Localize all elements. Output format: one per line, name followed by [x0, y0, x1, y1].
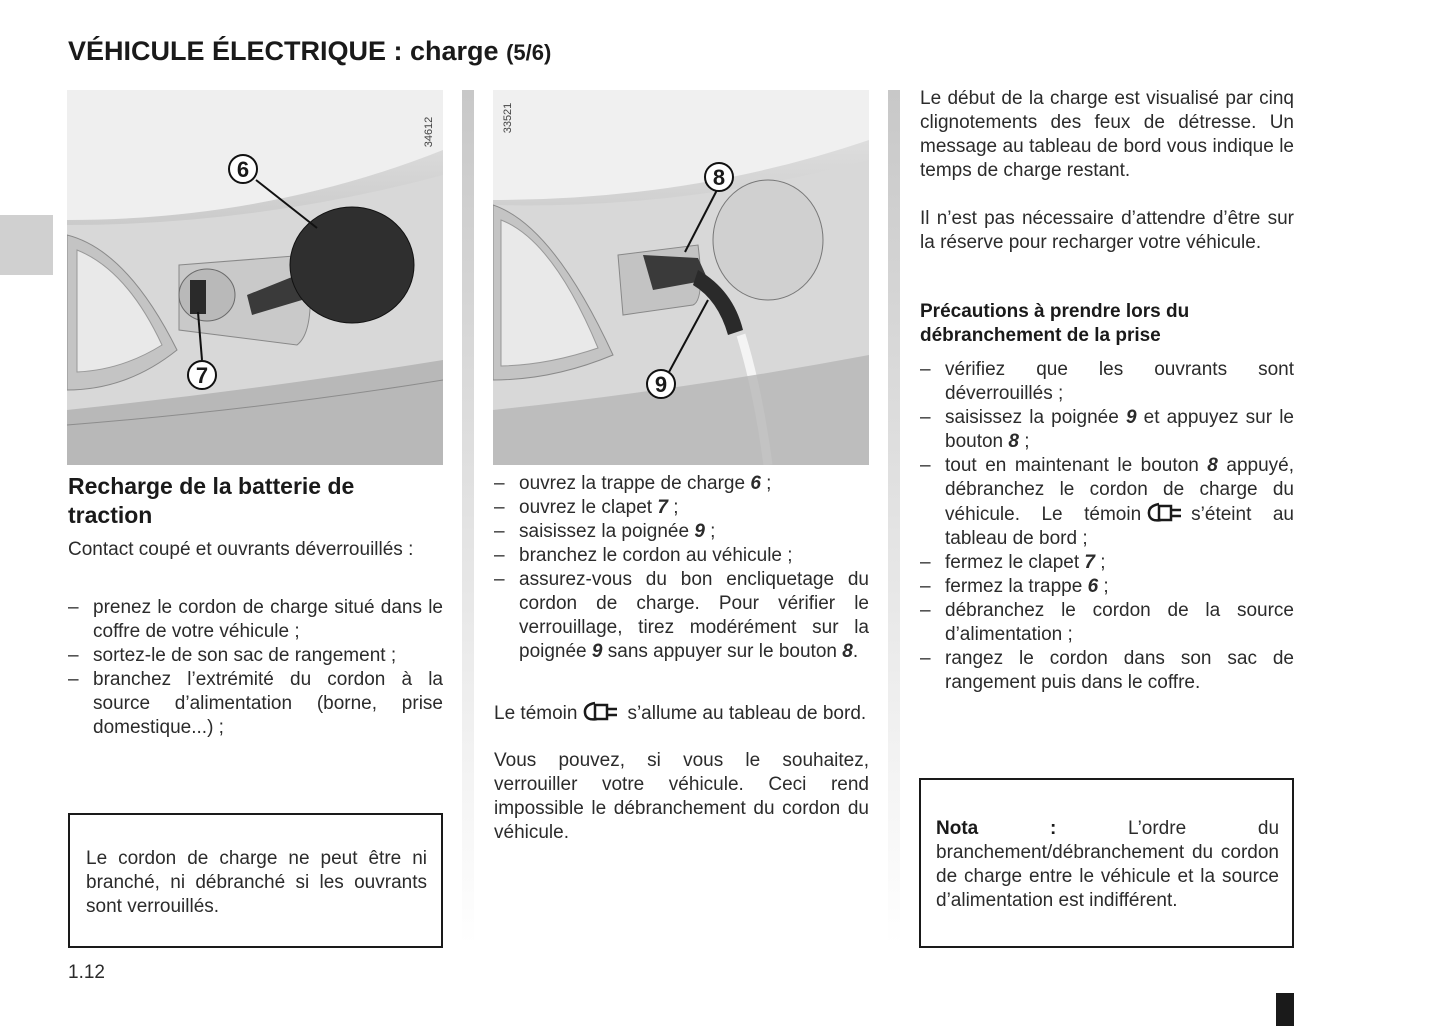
lock-paragraph: Vous pouvez, si vous le souhaitez, verrouiller votre véhicule. Ceci rend impossible le débranchement du cordon du véhicule.: [494, 750, 869, 843]
charge-plug-icon: [1145, 502, 1187, 524]
warning-text: Le cordon de charge ne peut être ni branché, ni débranché si les ouvrants sont verrouillés.: [86, 848, 427, 917]
list-item: – tout en maintenant le bouton 8 appuyé, débranchez le cordon de charge du véhicule. Le témoin s’éteint au tableau de bord ;: [920, 454, 1294, 551]
precautions-heading: Précautions à prendre lors du débranchement de la prise: [920, 301, 1190, 346]
column-separator: [888, 90, 900, 945]
list-item: – branchez le cordon au véhicule ;: [494, 544, 869, 568]
title-main: VÉHICULE ÉLECTRIQUE : charge: [68, 36, 499, 66]
list-item: – fermez la trappe 6 ;: [920, 575, 1294, 599]
car-charge-plug-illustration: [493, 90, 869, 465]
warning-box: [68, 813, 443, 948]
list-item: – vérifiez que les ouvrants sont déverrouillés ;: [920, 358, 1294, 406]
callout-8: 8: [712, 165, 726, 190]
middle-steps: [494, 472, 869, 664]
section-tab: [0, 215, 53, 275]
column-separator: [462, 90, 474, 945]
page-edge-marker: [1276, 993, 1294, 1026]
list-item: – ouvrez le clapet 7 ;: [494, 496, 869, 520]
figure-charge-plug: [493, 90, 869, 465]
left-steps: [68, 596, 443, 740]
callout-6: 6: [236, 157, 250, 182]
list-item: – assurez-vous du bon encliquetage du cordon de charge. Pour vérifier le verrouillage, tirez modérément sur la poignée 9 sans appuyer sur le bouton 8.: [494, 568, 869, 664]
nota-box: [919, 778, 1294, 948]
temoin-paragraph: Le témoin s’allume au tableau de bord.: [494, 703, 867, 724]
callout-9: 9: [654, 372, 668, 397]
car-charge-flap-illustration: [67, 90, 443, 465]
list-item: – prenez le cordon de charge situé dans le coffre de votre véhicule ;: [68, 596, 443, 644]
list-item: – rangez le cordon dans son sac de rangement puis dans le coffre.: [920, 647, 1294, 695]
list-item: – débranchez le cordon de la source d’alimentation ;: [920, 599, 1294, 647]
list-item: – fermez le clapet 7 ;: [920, 551, 1294, 575]
list-item: – branchez l’extrémité du cordon à la source d’alimentation (borne, prise domestique...) ;: [68, 668, 443, 740]
list-item: – ouvrez la trappe de charge 6 ;: [494, 472, 869, 496]
nota-text: Nota : L’ordre du branchement/débranchement du cordon de charge entre le véhicule et la source d’alimentation est indifférent.: [936, 818, 1280, 911]
list-item: – saisissez la poignée 9 et appuyez sur le bouton 8 ;: [920, 406, 1294, 454]
right-steps: [920, 358, 1294, 695]
right-intro-2: Il n’est pas nécessaire d’attendre d’être sur la réserve pour recharger votre véhicule.: [920, 208, 1294, 253]
figure-code: 34612: [423, 116, 435, 148]
page-number: 1.12: [68, 962, 105, 983]
right-intro: Le début de la charge est visualisé par cinq clignotements des feux de détresse. Un message au tableau de bord vous indique le temps de charge restant.: [920, 88, 1294, 181]
title-sub: (5/6): [506, 40, 552, 65]
figure-charge-flap: [67, 90, 443, 465]
charge-plug-icon: [581, 701, 623, 723]
list-item: – sortez-le de son sac de rangement ;: [68, 644, 443, 668]
figure-code: 33521: [502, 102, 514, 134]
page-title: [68, 36, 551, 67]
left-intro: Contact coupé et ouvrants déverrouillés :: [68, 539, 414, 560]
callout-7: 7: [195, 363, 209, 388]
list-item: – saisissez la poignée 9 ;: [494, 520, 869, 544]
section-heading: Recharge de la batterie de traction: [68, 473, 355, 528]
